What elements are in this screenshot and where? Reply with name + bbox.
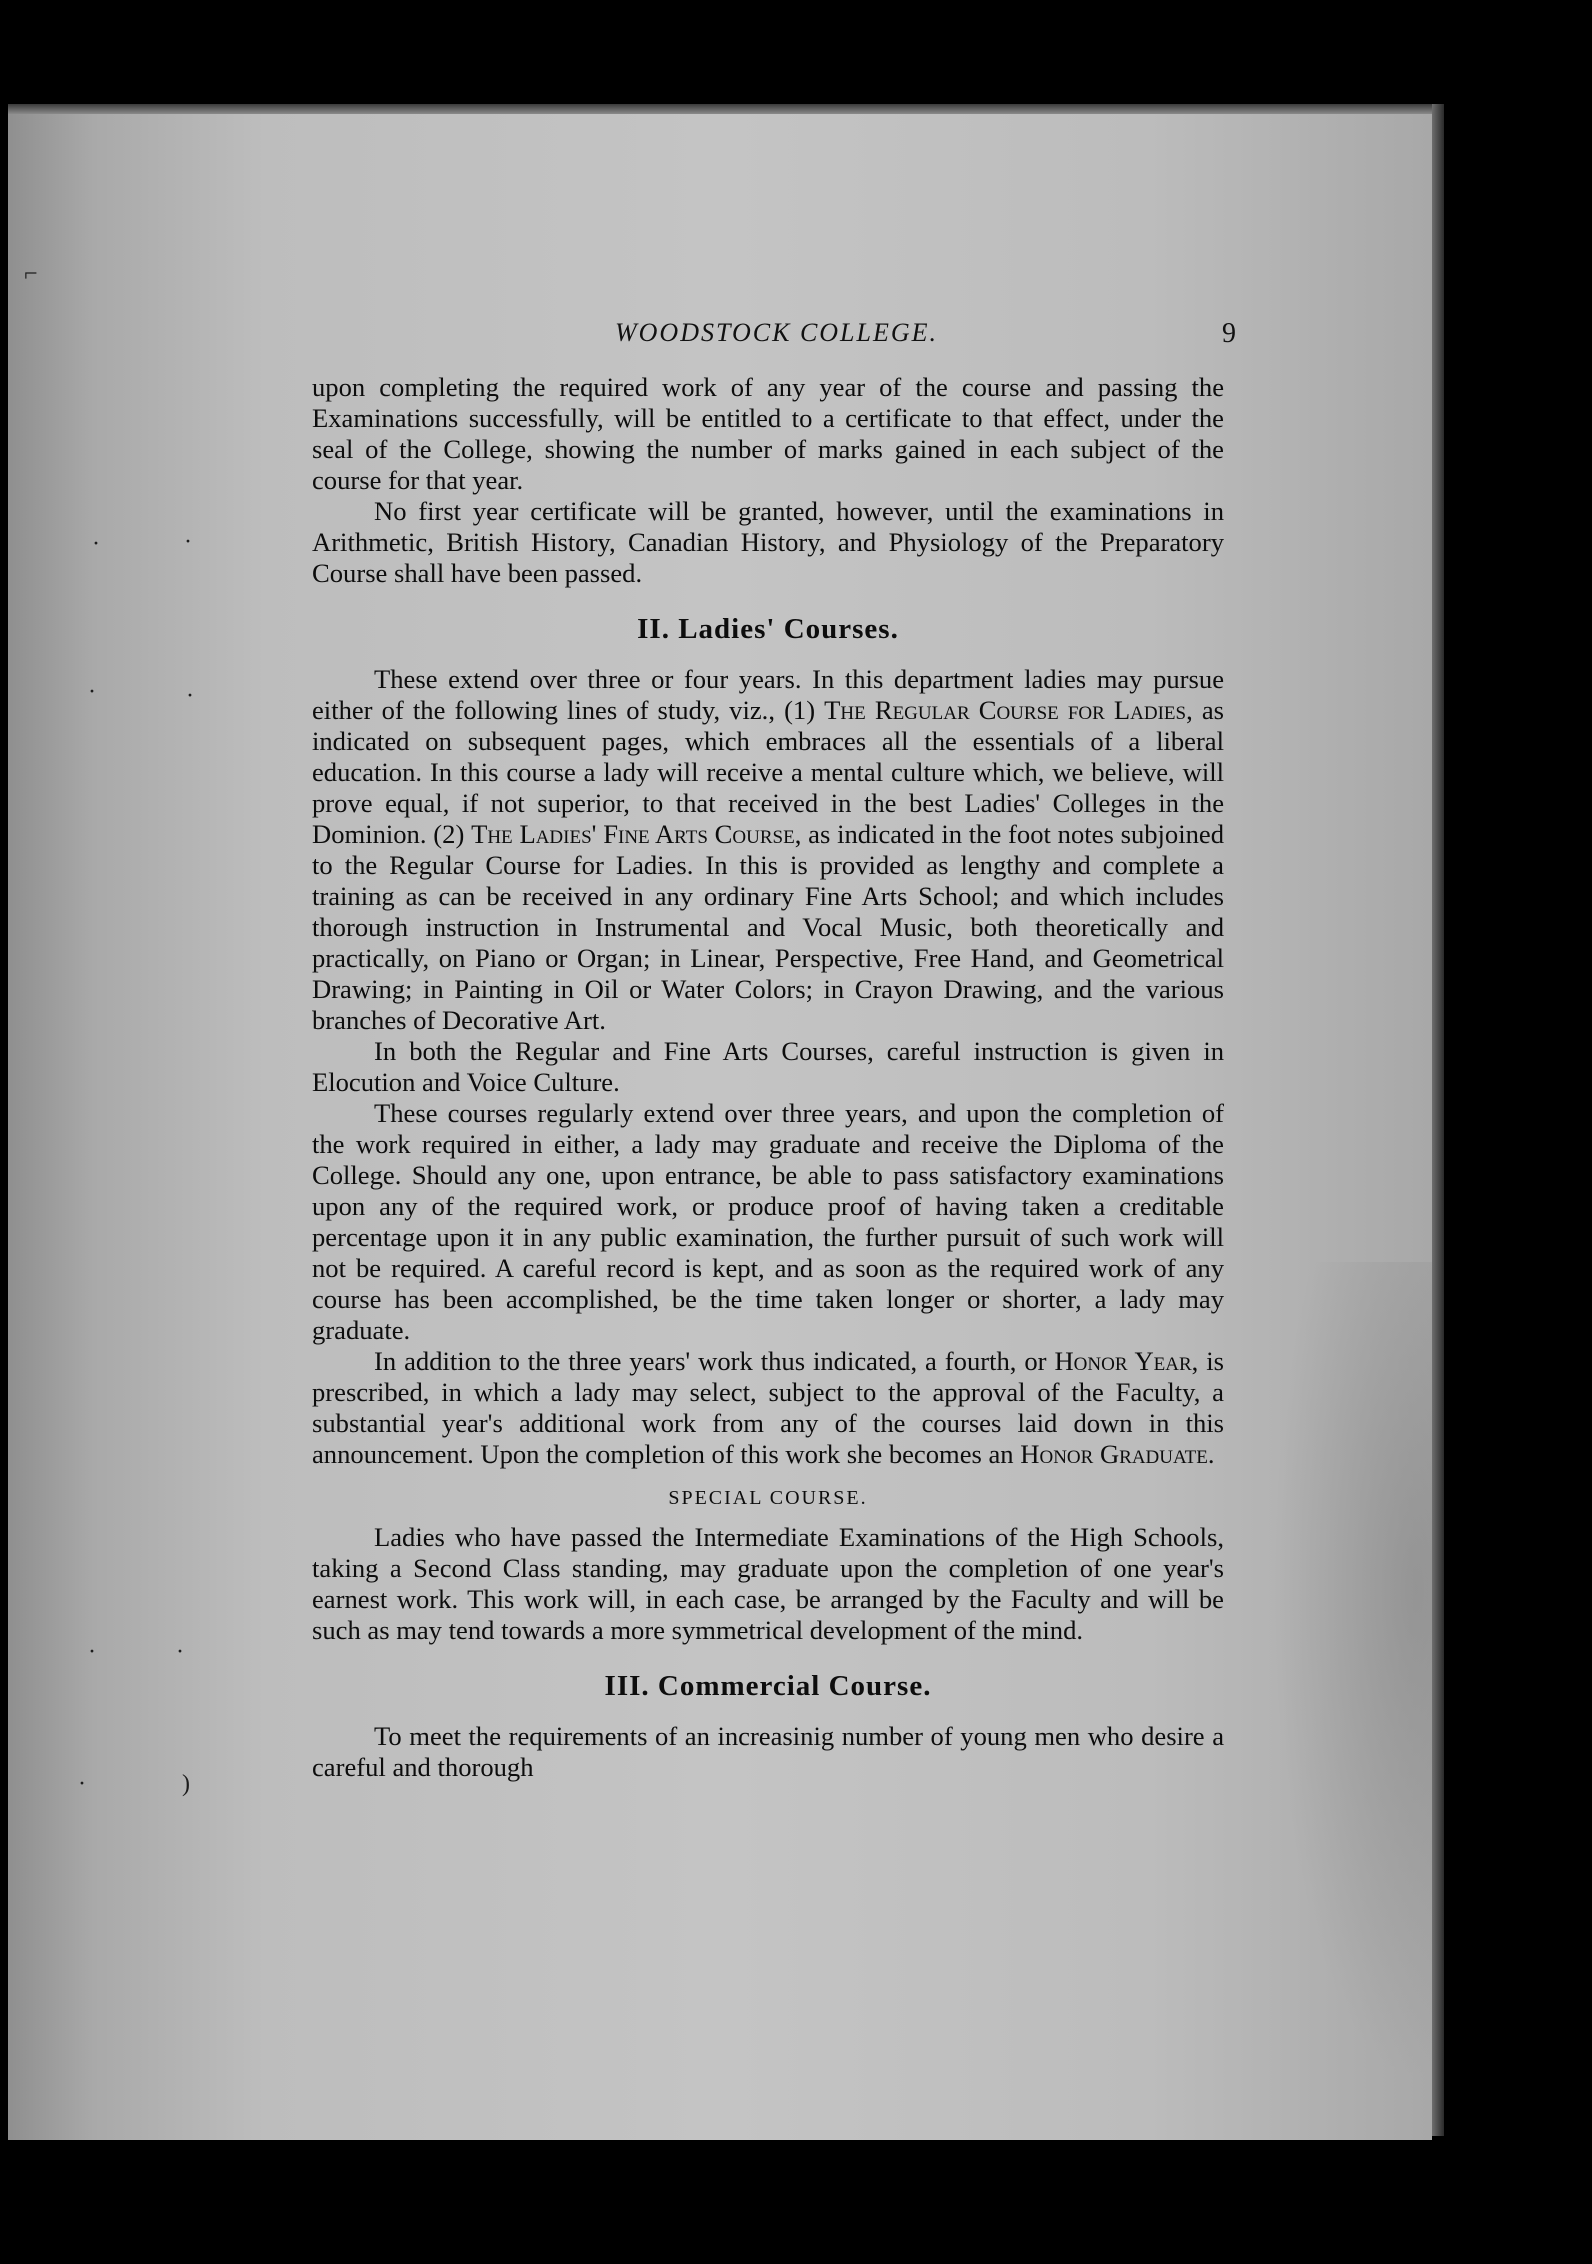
paragraph — [312, 664, 1224, 1036]
running-head — [300, 318, 1236, 358]
margin-speck: · — [176, 1639, 184, 1665]
page-edge-shadow — [1432, 104, 1444, 2136]
margin-speck: · — [88, 1639, 96, 1665]
page-top-shadow — [8, 104, 1444, 114]
margin-speck: · — [92, 531, 100, 557]
term: Honor Graduate — [1020, 1439, 1208, 1469]
margin-speck: · — [78, 1771, 86, 1797]
subsection-heading: SPECIAL COURSE. — [668, 1487, 868, 1509]
section-heading: III. Commercial Course. — [604, 1670, 932, 1702]
margin-speck: · — [186, 683, 194, 709]
course-name: The Ladies' Fine Arts Course — [471, 819, 795, 849]
margin-speck: ) — [182, 1771, 190, 1797]
page-number: 9 — [1222, 318, 1236, 349]
paragraph: To meet the requirements of an increasinig number of young men who desire a careful and thorough — [312, 1721, 1224, 1782]
text-run: In addition to the three years' work thus indicated, a fourth, or — [374, 1346, 1055, 1376]
text-run: These extend over three or four years. In this department ladies may pursue either of the following lines of study, viz., (1) — [312, 664, 1224, 725]
water-stain — [1272, 1262, 1432, 2082]
margin-scribble: ⌐ — [24, 261, 38, 287]
text-run: , as indicated on subsequent pages, which embraces all the essentials of a liberal education. In this course a lady will receive a mental culture which, we believe, will prove equal, if not superior, to that received in the best Ladies' Colleges in the Dominion. (2) — [312, 695, 1224, 849]
paragraph: In both the Regular and Fine Arts Courses, careful instruction is given in Elocution and Voice Culture. — [312, 1036, 1224, 1097]
course-name: The Regular Course for Ladies — [824, 695, 1187, 725]
margin-speck: · — [88, 679, 96, 705]
text-run: . — [1207, 1439, 1215, 1469]
running-title: WOODSTOCK COLLEGE. — [615, 318, 939, 347]
margin-speck: · — [184, 529, 192, 555]
paragraph — [312, 1346, 1224, 1470]
body-text — [312, 372, 1224, 1783]
paragraph: upon completing the required work of any year of the course and passing the Examinations successfully, will be entitled to a certificate to that effect, under the seal of the College, showing the number of marks gained in each subject of the course for that year. — [312, 372, 1224, 495]
paragraph: These courses regularly extend over three years, and upon the completion of the work required in either, a lady may graduate and receive the Diploma of the College. Should any one, upon entrance, be able to pass satisfactory examinations upon any of the required work, or produce proof of having taken a creditable percentage upon it in any public examination, the further pursuit of such work will not be required. A careful record is kept, and as soon as the required work of any course has been accomplished, be the time taken longer or shorter, a lady may graduate. — [312, 1098, 1224, 1345]
paragraph: No first year certificate will be granted, however, until the examinations in Arithmetic, British History, Canadian History, and Physiology of the Preparatory Course shall have been passed. — [312, 496, 1224, 588]
term: Honor Year — [1054, 1346, 1192, 1376]
section-heading: II. Ladies' Courses. — [637, 613, 899, 645]
paragraph: Ladies who have passed the Intermediate Examinations of the High Schools, taking a Second Class standing, may graduate upon the completion of one year's earnest work. This work will, in each case, be arranged by the Faculty and will be such as may tend towards a more symmetrical development of the mind. — [312, 1522, 1224, 1645]
text-run: , as indicated in the foot notes subjoined to the Regular Course for Ladies. In this is provided as lengthy and complete a training as can be received in any ordinary Fine Arts School; and which includes thorough instruction in Instrumental and Vocal Music, both theoretically and practically, on Piano or Organ; in Linear, Perspective, Free Hand, and Geometrical Drawing; in Painting in Oil or Water Colors; in Crayon Drawing, and the various branches of Decorative Art. — [312, 819, 1225, 1035]
text-run: , is prescribed, in which a lady may select, subject to the approval of the Faculty, a substantial year's additional work from any of the courses laid down in this announcement. Upon the completion of this work she becomes an — [312, 1346, 1224, 1469]
